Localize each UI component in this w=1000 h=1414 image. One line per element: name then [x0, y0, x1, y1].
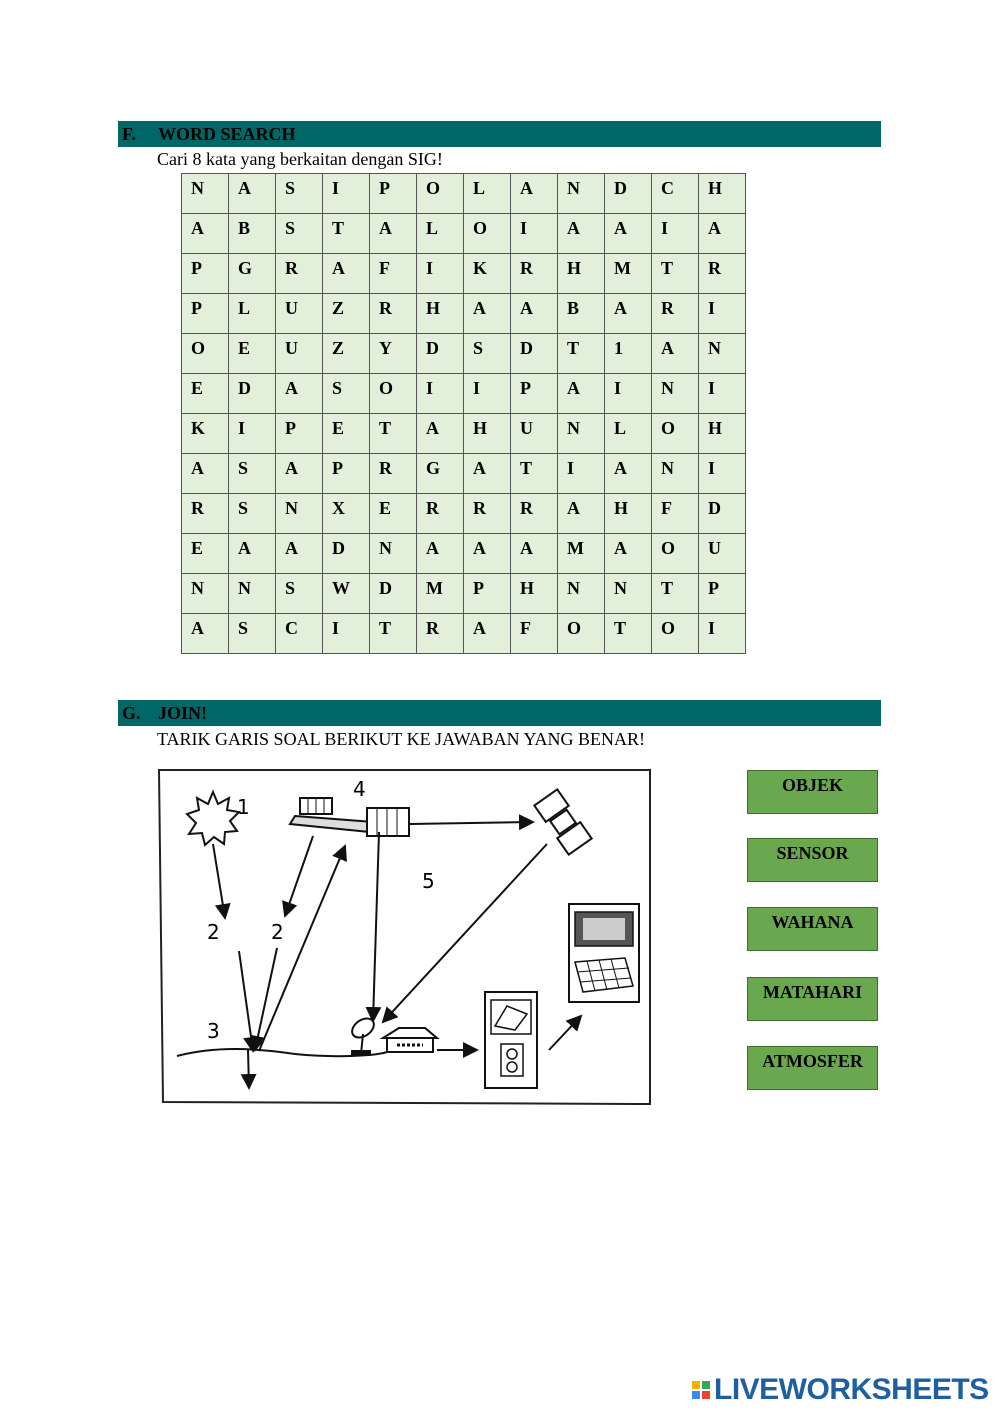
grid-cell[interactable]: A [464, 294, 511, 334]
grid-cell[interactable]: P [276, 414, 323, 454]
grid-cell[interactable]: A [417, 414, 464, 454]
grid-cell[interactable]: T [652, 254, 699, 294]
grid-cell[interactable]: N [699, 334, 746, 374]
label-atmosphere: 5 [422, 869, 435, 893]
comm-satellite-icon [534, 789, 591, 854]
grid-row [182, 614, 746, 654]
grid-cell[interactable]: G [229, 254, 276, 294]
grid-cell[interactable]: R [182, 494, 229, 534]
grid-cell[interactable]: D [699, 494, 746, 534]
building-icon [383, 1028, 437, 1052]
grid-cell[interactable]: B [229, 214, 276, 254]
grid-cell[interactable]: R [652, 294, 699, 334]
grid-cell[interactable]: S [229, 494, 276, 534]
grid-cell[interactable]: N [182, 574, 229, 614]
grid-cell[interactable]: R [417, 494, 464, 534]
grid-cell[interactable]: P [370, 174, 417, 214]
grid-cell[interactable]: C [276, 614, 323, 654]
word-search-grid[interactable] [181, 173, 746, 654]
grid-cell[interactable]: I [511, 214, 558, 254]
grid-cell[interactable]: A [323, 254, 370, 294]
grid-cell[interactable]: I [605, 374, 652, 414]
grid-cell[interactable]: H [605, 494, 652, 534]
grid-cell[interactable]: O [182, 334, 229, 374]
grid-cell[interactable]: N [558, 414, 605, 454]
grid-cell[interactable]: A [182, 454, 229, 494]
grid-cell[interactable]: A [511, 534, 558, 574]
grid-cell[interactable]: A [370, 214, 417, 254]
grid-cell[interactable]: I [417, 254, 464, 294]
grid-cell[interactable]: T [652, 574, 699, 614]
grid-cell[interactable]: A [652, 334, 699, 374]
grid-cell[interactable]: A [182, 214, 229, 254]
grid-cell[interactable]: P [323, 454, 370, 494]
grid-cell[interactable]: S [276, 214, 323, 254]
grid-cell[interactable]: O [652, 614, 699, 654]
brand-name: LIVEWORKSHEETS [714, 1373, 989, 1406]
grid-cell[interactable]: F [511, 614, 558, 654]
grid-row [182, 574, 746, 614]
processing-unit-icon [485, 992, 537, 1088]
answer-atmosfer[interactable]: ATMOSFER [747, 1046, 878, 1090]
section-g-title: JOIN! [158, 703, 207, 723]
grid-cell[interactable]: A [511, 174, 558, 214]
grid-cell[interactable]: I [699, 374, 746, 414]
grid-cell[interactable]: A [276, 454, 323, 494]
grid-cell[interactable]: U [276, 294, 323, 334]
grid-cell[interactable]: H [699, 414, 746, 454]
grid-cell[interactable]: A [464, 614, 511, 654]
grid-cell[interactable]: I [699, 454, 746, 494]
grid-cell[interactable]: A [558, 374, 605, 414]
grid-cell[interactable]: A [464, 454, 511, 494]
grid-cell[interactable]: I [323, 174, 370, 214]
grid-cell[interactable]: A [417, 534, 464, 574]
grid-cell[interactable]: T [370, 414, 417, 454]
grid-cell[interactable]: A [229, 174, 276, 214]
label-sun: 1 [237, 795, 250, 819]
grid-cell[interactable]: I [699, 614, 746, 654]
grid-row [182, 174, 746, 214]
section-f-number: F. [122, 124, 136, 144]
grid-cell[interactable]: H [699, 174, 746, 214]
grid-cell[interactable]: R [464, 494, 511, 534]
label-path-left: 2 [207, 920, 220, 944]
grid-row [182, 454, 746, 494]
grid-cell[interactable]: M [417, 574, 464, 614]
grid-cell[interactable]: A [464, 534, 511, 574]
grid-cell[interactable]: U [511, 414, 558, 454]
grid-cell[interactable]: T [558, 334, 605, 374]
grid-cell[interactable]: H [511, 574, 558, 614]
grid-cell[interactable]: P [182, 294, 229, 334]
grid-cell[interactable]: U [699, 534, 746, 574]
grid-row [182, 294, 746, 334]
grid-cell[interactable]: O [417, 174, 464, 214]
grid-cell[interactable]: N [652, 374, 699, 414]
grid-cell[interactable]: T [605, 614, 652, 654]
grid-cell[interactable]: A [605, 454, 652, 494]
grid-cell[interactable]: O [558, 614, 605, 654]
computer-output-icon [569, 904, 639, 1002]
label-ground: 3 [207, 1019, 220, 1043]
word-search-instruction: Cari 8 kata yang berkaitan dengan SIG! [157, 149, 443, 169]
grid-cell[interactable]: O [652, 534, 699, 574]
grid-cell[interactable]: E [182, 534, 229, 574]
grid-row [182, 414, 746, 454]
grid-cell[interactable]: H [464, 414, 511, 454]
grid-cell[interactable]: W [323, 574, 370, 614]
grid-cell[interactable]: A [605, 294, 652, 334]
grid-cell[interactable]: N [276, 494, 323, 534]
grid-cell[interactable]: N [605, 574, 652, 614]
grid-cell[interactable]: A [276, 534, 323, 574]
join-instruction: TARIK GARIS SOAL BERIKUT KE JAWABAN YANG BENAR! [157, 729, 645, 749]
answer-sensor[interactable]: SENSOR [747, 838, 878, 882]
grid-cell[interactable]: R [699, 254, 746, 294]
grid-cell[interactable]: P [182, 254, 229, 294]
grid-cell[interactable]: S [276, 574, 323, 614]
grid-cell[interactable]: I [417, 374, 464, 414]
grid-cell[interactable]: A [229, 534, 276, 574]
label-path-right: 2 [271, 920, 284, 944]
grid-cell[interactable]: A [511, 294, 558, 334]
answer-wahana[interactable]: WAHANA [747, 907, 878, 951]
liveworksheets-logo[interactable] [692, 1373, 989, 1407]
liveworksheets-icon [692, 1381, 710, 1399]
grid-cell[interactable]: D [417, 334, 464, 374]
grid-cell[interactable]: N [182, 174, 229, 214]
section-g-number: G. [122, 703, 141, 723]
section-f-title: WORD SEARCH [158, 124, 296, 144]
remote-sensing-diagram [155, 766, 655, 1108]
grid-cell[interactable]: N [652, 454, 699, 494]
grid-cell[interactable]: H [558, 254, 605, 294]
grid-cell[interactable]: M [558, 534, 605, 574]
grid-cell[interactable]: O [652, 414, 699, 454]
grid-cell[interactable]: H [417, 294, 464, 334]
grid-cell[interactable]: R [511, 254, 558, 294]
section-g-header [118, 700, 881, 726]
grid-cell[interactable]: P [511, 374, 558, 414]
grid-cell[interactable]: L [417, 214, 464, 254]
grid-cell[interactable]: T [511, 454, 558, 494]
grid-cell[interactable]: L [605, 414, 652, 454]
section-f-header [118, 121, 881, 147]
grid-cell[interactable]: E [370, 494, 417, 534]
grid-cell[interactable]: D [370, 574, 417, 614]
grid-cell[interactable]: A [558, 494, 605, 534]
grid-cell[interactable]: A [276, 374, 323, 414]
grid-cell[interactable]: T [323, 214, 370, 254]
grid-cell[interactable]: E [182, 374, 229, 414]
grid-cell[interactable]: I [699, 294, 746, 334]
grid-cell[interactable]: X [323, 494, 370, 534]
grid-row [182, 494, 746, 534]
grid-cell[interactable]: D [605, 174, 652, 214]
grid-cell[interactable]: B [558, 294, 605, 334]
grid-cell[interactable]: I [652, 214, 699, 254]
answer-objek[interactable]: OBJEK [747, 770, 878, 814]
grid-cell[interactable]: D [323, 534, 370, 574]
grid-cell[interactable]: I [323, 614, 370, 654]
grid-cell[interactable]: P [464, 574, 511, 614]
grid-row [182, 374, 746, 414]
grid-row [182, 254, 746, 294]
grid-cell[interactable]: R [370, 454, 417, 494]
grid-cell[interactable]: A [605, 214, 652, 254]
grid-cell[interactable]: L [229, 294, 276, 334]
grid-cell[interactable]: I [229, 414, 276, 454]
grid-cell[interactable]: E [229, 334, 276, 374]
grid-cell[interactable]: M [605, 254, 652, 294]
grid-cell[interactable]: N [558, 174, 605, 214]
grid-cell[interactable]: 1 [605, 334, 652, 374]
grid-cell[interactable]: A [182, 614, 229, 654]
grid-row [182, 214, 746, 254]
grid-cell[interactable]: A [558, 214, 605, 254]
grid-row [182, 534, 746, 574]
grid-cell[interactable]: R [276, 254, 323, 294]
grid-cell[interactable]: T [370, 614, 417, 654]
grid-row [182, 334, 746, 374]
grid-cell[interactable]: Z [323, 334, 370, 374]
grid-cell[interactable]: I [558, 454, 605, 494]
grid-cell[interactable]: A [605, 534, 652, 574]
sun-icon [187, 792, 239, 845]
grid-cell[interactable]: O [370, 374, 417, 414]
grid-cell[interactable]: S [276, 174, 323, 214]
grid-cell[interactable]: N [370, 534, 417, 574]
grid-cell[interactable]: S [229, 454, 276, 494]
ground-station-icon [349, 1015, 378, 1056]
grid-cell[interactable]: R [417, 614, 464, 654]
grid-cell[interactable]: E [323, 414, 370, 454]
grid-cell[interactable]: Z [323, 294, 370, 334]
answer-matahari[interactable]: MATAHARI [747, 977, 878, 1021]
grid-cell[interactable]: Y [370, 334, 417, 374]
grid-cell[interactable]: I [464, 374, 511, 414]
grid-cell[interactable]: S [464, 334, 511, 374]
grid-cell[interactable]: C [652, 174, 699, 214]
grid-cell[interactable]: N [558, 574, 605, 614]
grid-cell[interactable]: K [464, 254, 511, 294]
grid-cell[interactable]: R [370, 294, 417, 334]
grid-cell[interactable]: U [276, 334, 323, 374]
grid-cell[interactable]: F [652, 494, 699, 534]
grid-cell[interactable]: F [370, 254, 417, 294]
grid-cell[interactable]: L [464, 174, 511, 214]
grid-cell[interactable]: S [323, 374, 370, 414]
satellite-icon [290, 798, 409, 836]
grid-cell[interactable]: K [182, 414, 229, 454]
grid-cell[interactable]: P [699, 574, 746, 614]
grid-cell[interactable]: R [511, 494, 558, 534]
grid-cell[interactable]: A [699, 214, 746, 254]
grid-cell[interactable]: S [229, 614, 276, 654]
grid-cell[interactable]: D [229, 374, 276, 414]
label-satellite: 4 [353, 777, 366, 801]
grid-cell[interactable]: D [511, 334, 558, 374]
grid-cell[interactable]: G [417, 454, 464, 494]
grid-cell[interactable]: N [229, 574, 276, 614]
grid-cell[interactable]: O [464, 214, 511, 254]
